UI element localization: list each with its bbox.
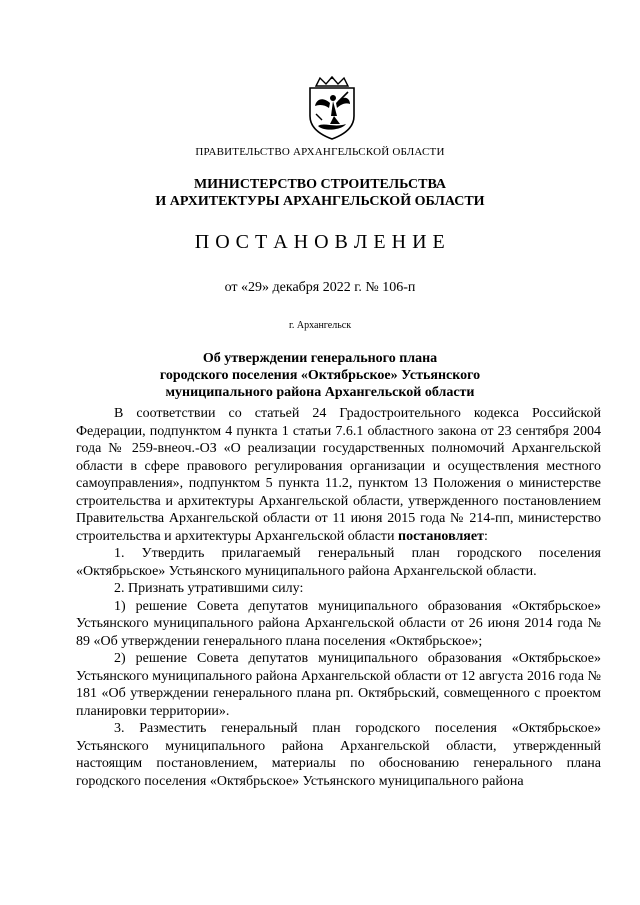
intro-paragraph [76,405,601,545]
document-body [76,405,601,790]
coat-of-arms-icon [304,76,360,140]
subject-line2: городского поселения «Октябрьское» Устьянского [159,368,481,383]
document-date-number: от «29» декабря 2022 г. № 106-п [224,280,416,295]
item-2: 2. Признать утратившими силу: [114,581,304,596]
subject-line3: муниципального района Архангельской области [165,385,475,400]
government-name: ПРАВИТЕЛЬСТВО АРХАНГЕЛЬСКОЙ ОБЛАСТИ [195,146,445,158]
item-3: 3. Разместить генеральный план городского поселения «Октябрьское» Устьянского муниципального района Архангельской области, утвержденный настоящим постановлением, материалы по обоснованию генерального плана городского поселения «Октябрьское» Устьянского муниципального района [76,721,601,789]
coat-of-arms-emblem [304,76,360,140]
ministry-name [0,176,640,210]
item-1: 1. Утвердить прилагаемый генеральный план городского поселения «Октябрьское» Устьянского муниципального района Архангельской области. [76,546,601,579]
document-type-title: П О С Т А Н О В Л Е Н И Е [194,231,446,253]
document-subject [0,350,640,401]
intro-end: : [483,528,488,544]
item-2-2: 2) решение Совета депутатов муниципального образования «Октябрьское» Устьянского муниципального района Архангельской области от 12 августа 2016 года № 181 «Об утверждении генерального плана рп. Октябрьский, совмещенного с проектом планировки территории». [76,651,601,719]
ministry-name-line1: МИНИСТЕРСТВО СТРОИТЕЛЬСТВА [193,177,447,192]
item-2-1: 1) решение Совета депутатов муниципального образования «Октябрьское» Устьянского муниципального района Архангельской области от 26 июня 2014 года № 89 «Об утверждении генерального плана поселения «Октябрьское»; [76,598,601,649]
document-city: г. Архангельск [288,320,352,331]
subject-line1: Об утверждении генерального плана [202,351,438,366]
decree-word: постановляет [398,528,484,544]
intro-text: В соответствии со статьей 24 Градостроительного кодекса Российской Федерации, подпунктом 4 пункта 1 статьи 7.6.1 областного закона от 23 сентября 2004 года № 259-внеоч.-ОЗ «О реализации государственных полномочий Архангельской области в сфере правового регулирования организации и осуществления местного самоуправления», подпунктом 5 пункта 11.2, пунктом 13 Положения о министерстве строительства и архитектуры Архангельской области, утвержденного постановлением Правительства Архангельской области от 11 июня 2015 года № 214-пп, министерство строительства и архитектуры Архангельской области [76,406,601,544]
ministry-name-line2: И АРХИТЕКТУРЫ АРХАНГЕЛЬСКОЙ ОБЛАСТИ [155,194,485,209]
